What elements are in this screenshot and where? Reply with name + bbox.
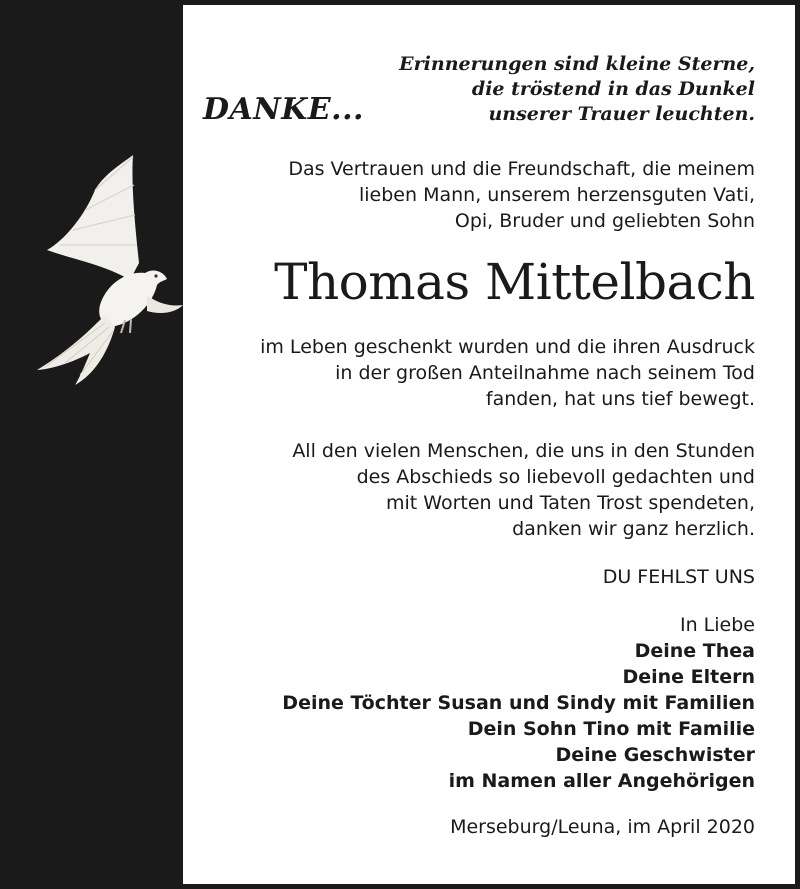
danke-heading: DANKE...: [203, 92, 364, 127]
black-sidebar: [5, 5, 183, 884]
life-line: fanden, hat uns tief bewegt.: [485, 388, 755, 410]
signoff-name: Deine Thea: [634, 640, 755, 662]
life-paragraph: [195, 334, 755, 412]
intro-line: Das Vertrauen und die Freundschaft, die meinem: [288, 158, 755, 180]
miss-you-line: DU FEHLST UNS: [602, 566, 755, 588]
signoff: [195, 612, 755, 794]
thanks-paragraph: [195, 438, 755, 542]
deceased-name: Thomas Mittelbach: [274, 253, 755, 311]
quote-line: Erinnerungen sind kleine Sterne,: [399, 53, 755, 75]
dove-icon: [35, 155, 185, 385]
place-date: Merseburg/Leuna, im April 2020: [450, 816, 755, 838]
obituary-content: [195, 50, 755, 840]
thanks-line: mit Worten und Taten Trost spendeten,: [386, 492, 755, 514]
intro-line: lieben Mann, unserem herzensguten Vati,: [359, 184, 755, 206]
thanks-line: des Abschieds so liebevoll gedachten und: [356, 466, 755, 488]
quote: [399, 52, 755, 127]
intro-line: Opi, Bruder und geliebten Sohn: [454, 210, 755, 232]
thanks-line: danken wir ganz herzlich.: [512, 518, 755, 540]
signoff-name: Deine Geschwister: [555, 744, 755, 766]
life-line: in der großen Anteilnahme nach seinem Tod: [335, 362, 755, 384]
signoff-name: Deine Eltern: [622, 666, 755, 688]
signoff-name: im Namen aller Angehörigen: [448, 770, 755, 792]
signoff-name: Dein Sohn Tino mit Familie: [467, 718, 755, 740]
quote-line: unserer Trauer leuchten.: [488, 103, 755, 125]
intro-paragraph: [195, 156, 755, 234]
quote-line: die tröstend in das Dunkel: [471, 78, 755, 100]
signoff-intro: In Liebe: [680, 614, 755, 636]
header: [195, 50, 755, 132]
thanks-line: All den vielen Menschen, die uns in den Stunden: [292, 440, 755, 462]
signoff-name: Deine Töchter Susan und Sindy mit Familien: [282, 692, 755, 714]
life-line: im Leben geschenkt wurden und die ihren Ausdruck: [260, 336, 755, 358]
